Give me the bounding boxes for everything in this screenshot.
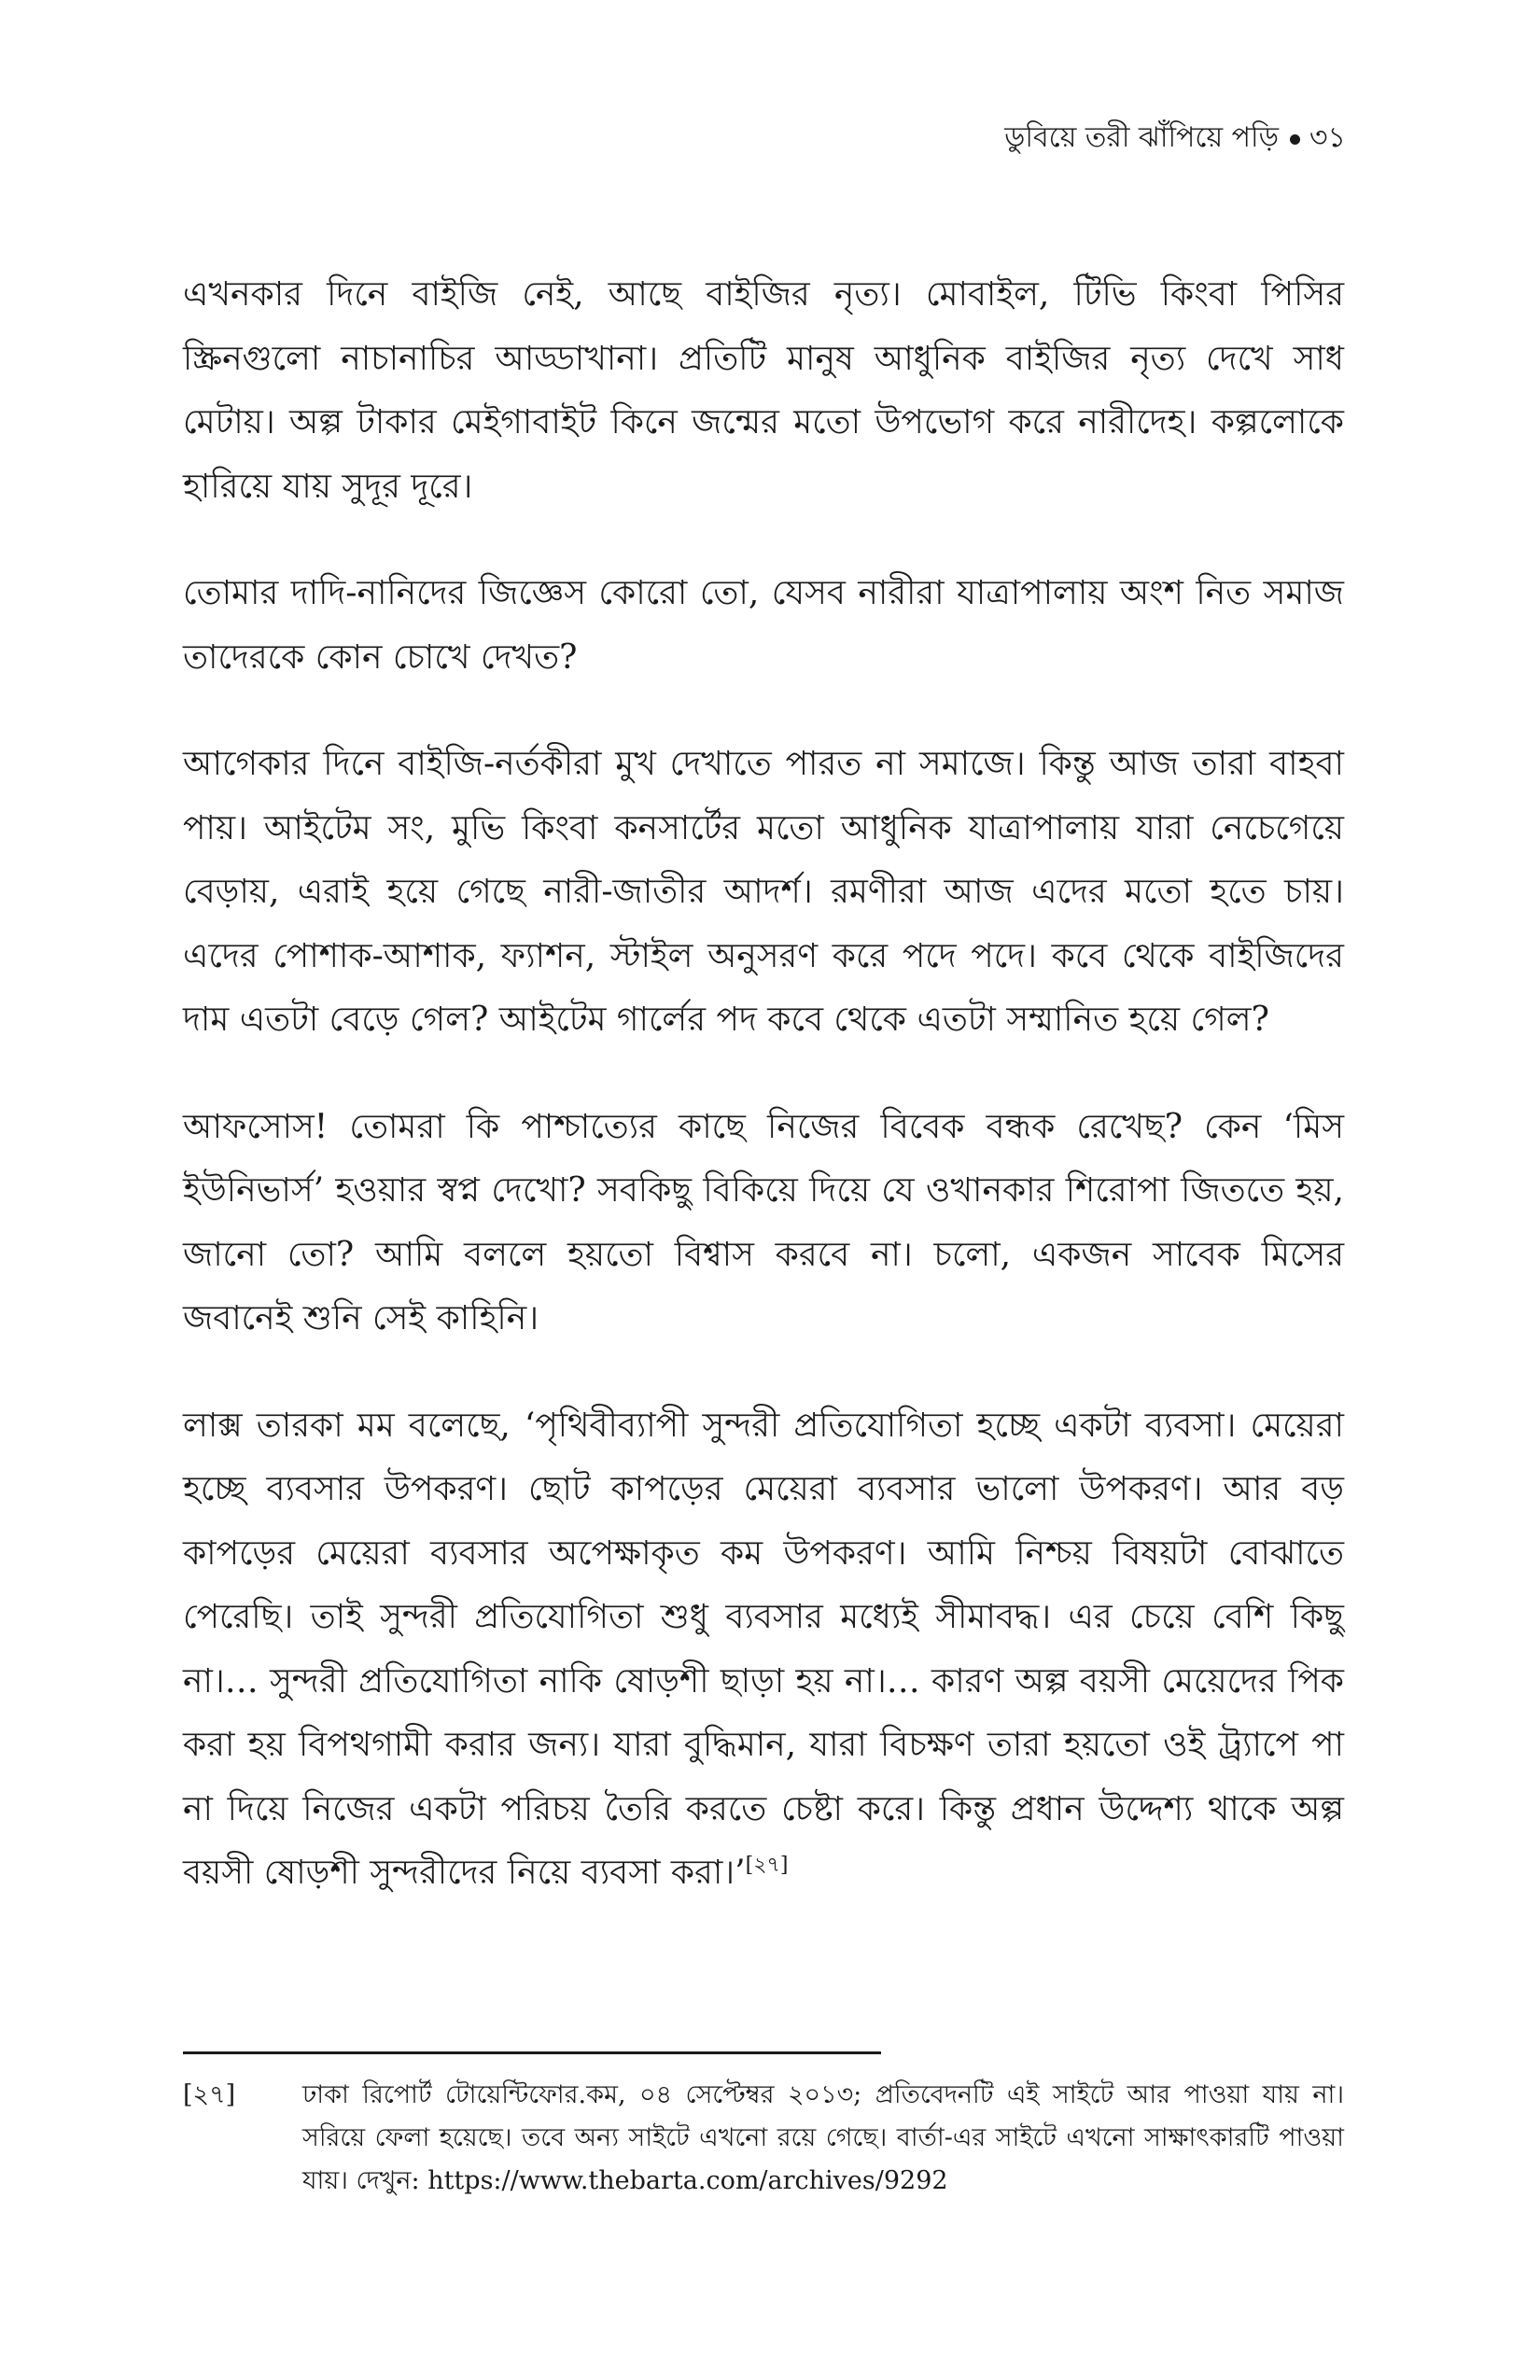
running-header (1004, 119, 1346, 157)
footnote-reference[interactable]: [২৭] (745, 1854, 789, 1877)
body-text (183, 263, 1344, 1949)
paragraph-text: লাক্স তারকা মম বলেছে, ‘পৃথিবীব্যাপী সুন্দরী প্রতিযোগিতা হচ্ছে একটা ব্যবসা। মেয়েরা হচ্ছে ব্যবসার উপকরণ। ছোট কাপড়ের মেয়েরা ব্যবসার ভালো উপকরণ। আর বড় কাপড়ের মেয়েরা ব্যবসার অপেক্ষাকৃত কম উপকরণ। আমি নিশ্চয় বিষয়টা বোঝাতে পেরেছি। তাই সুন্দরী প্রতিযোগিতা শুধু ব্যবসার মধ্যেই সীমাবদ্ধ। এর চেয়ে বেশি কিছু না।… সুন্দরী প্রতিযোগিতা নাকি ষোড়শী ছাড়া হয় না।… কারণ অল্প বয়সী মেয়েদের পিক করা হয় বিপথগামী করার জন্য। যারা বুদ্ধিমান, যারা বিচক্ষণ তারা হয়তো ওই ট্র্যাপে পা না দিয়ে নিজের একটা পরিচয় তৈরি করতে চেষ্টা করে। কিন্তু প্রধান উদ্দেশ্য থাকে অল্প বয়সী ষোড়শী সুন্দরীদের নিয়ে ব্যবসা করা।’ (183, 1406, 1344, 1892)
paragraph-with-footnote (183, 1394, 1344, 1906)
footnote-number: [২৭] (183, 2080, 236, 2109)
bullet-separator (1290, 134, 1300, 145)
paragraph: আগেকার দিনে বাইজি-নর্তকীরা মুখ দেখাতে পারত না সমাজে। কিন্তু আজ তারা বাহবা পায়। আইটেম সং, মুভি কিংবা কনসার্টের মতো আধুনিক যাত্রাপালায় যারা নেচেগেয়ে বেড়ায়, এরাই হয়ে গেছে নারী-জাতীর আদর্শ। রমণীরা আজ এদের মতো হতে চায়। এদের পোশাক-আশাক, ফ্যাশন, স্টাইল অনুসরণ করে পদে পদে। কবে থেকে বাইজিদের দাম এতটা বেড়ে গেল? আইটেম গার্লের পদ কবে থেকে এতটা সম্মানিত হয়ে গেল? (183, 745, 1344, 1039)
paragraph: তোমার দাদি-নানিদের জিজ্ঞেস কোরো তো, যেসব নারীরা যাত্রাপালায় অংশ নিত সমাজ তাদেরকে কোন চোখে দেখত? (183, 574, 1344, 677)
footnote-divider (183, 2051, 881, 2054)
book-title: ডুবিয়ে তরী ঝাঁপিয়ে পড়ি (1004, 121, 1280, 154)
footnote (183, 2074, 1344, 2203)
paragraph: এখনকার দিনে বাইজি নেই, আছে বাইজির নৃত্য। মোবাইল, টিভি কিংবা পিসির স্ক্রিনগুলো নাচানাচির আড্ডাখানা। প্রতিটি মানুষ আধুনিক বাইজির নৃত্য দেখে সাধ মেটায়। অল্প টাকার মেইগাবাইট কিনে জন্মের মতো উপভোগ করে নারীদেহ। কল্পলোকে হারিয়ে যায় সুদূর দূরে। (183, 275, 1344, 506)
paragraph: আফসোস! তোমরা কি পাশ্চাত্যের কাছে নিজের বিবেক বন্ধক রেখেছ? কেন ‘মিস ইউনিভার্স’ হওয়ার স্বপ্ন দেখো? সবকিছু বিকিয়ে দিয়ে যে ওখানকার শিরোপা জিততে হয়, জানো তো? আমি বললে হয়তো বিশ্বাস করবে না। চলো, একজন সাবেক মিসের জবানেই শুনি সেই কাহিনি। (183, 1107, 1344, 1337)
footnote-text: ঢাকা রিপোর্ট টোয়েন্টিফোর.কম, ০৪ সেপ্টেম্বর ২০১৩; প্রতিবেদনটি এই সাইটে আর পাওয়া যায় না। সরিয়ে ফেলা হয়েছে। তবে অন্য সাইটে এখনো রয়ে গেছে। বার্তা-এর সাইটে এখনো সাক্ষাৎকারটি পাওয়া যায়। দেখুন: https://www.thebarta.com/archives/9292 (302, 2080, 1344, 2195)
page-number: ৩১ (1309, 121, 1346, 154)
